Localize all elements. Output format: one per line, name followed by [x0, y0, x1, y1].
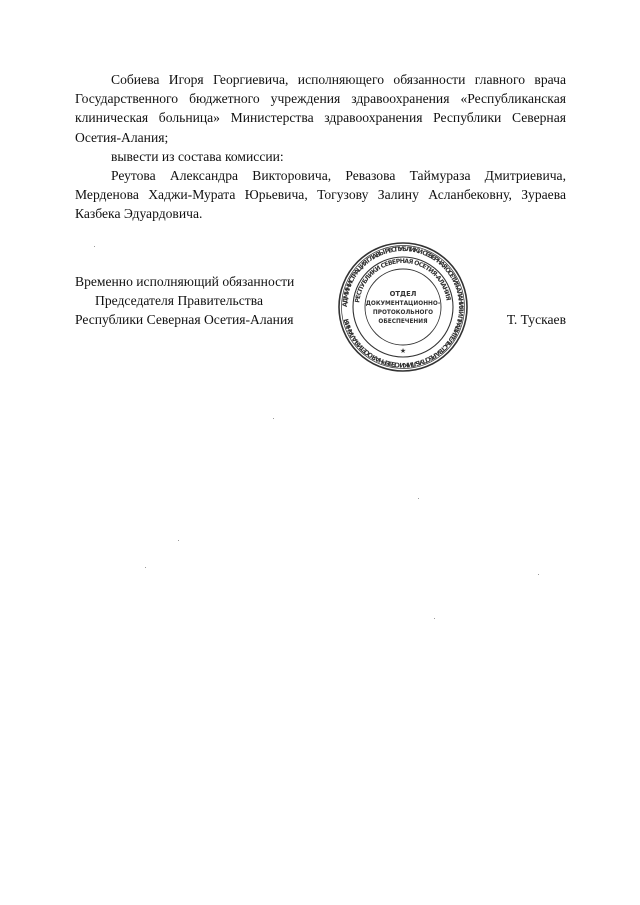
signatory-name: Т. Тускаев	[506, 312, 566, 327]
seal-outer-text: АДМИНИСТРАЦИЯ ГЛАВЫ РЕСПУБЛИКИ СЕВЕРНАЯ ОСЕТИЯ-АЛАНИЯ И ПРАВИТЕЛЬСТВА РЕСПУБЛИКИ СЕВЕРНАЯ ОСЕТИЯ-АЛАНИЯ	[340, 244, 466, 370]
signature-position-line1: Временно исполняющий обязанности	[75, 274, 295, 289]
seal-center-line4: ОБЕСПЕЧЕНИЯ	[378, 319, 428, 325]
seal-center-line1: ОТДЕЛ	[389, 290, 417, 298]
seal-center-line3: ПРОТОКОЛЬНОГО	[372, 310, 434, 316]
scan-speck	[94, 246, 95, 247]
scan-speck	[178, 540, 179, 541]
seal-icon	[336, 240, 470, 374]
scan-speck	[418, 498, 419, 499]
seal-star-icon: ★	[399, 347, 407, 355]
seal-center-line2: ДОКУМЕНТАЦИОННО-	[365, 301, 441, 307]
scan-speck	[434, 618, 435, 619]
signature-position-line3: Республики Северная Осетия-Алания	[75, 312, 294, 328]
signature-block	[75, 272, 566, 330]
seal-inner-text: РЕСПУБЛИКИ СЕВЕРНАЯ ОСЕТИЯ-АЛАНИЯ	[354, 257, 452, 304]
scan-speck	[538, 574, 539, 575]
scan-speck	[273, 418, 274, 419]
official-seal-stamp	[336, 240, 470, 374]
signature-position-line2: Председателя Правительства	[95, 293, 263, 309]
paragraph-removed-members: Реутова Александра Викторовича, Ревазова Таймураза Дмитриевича, Мерденова Хаджи-Мурата Юрьевича, Тогузову Залину Асланбековну, Зураева Казбека Эдуардовича.	[75, 168, 566, 222]
paragraph-remove-heading: вывести из состава комиссии:	[111, 148, 284, 164]
document-body	[75, 70, 566, 224]
paragraph-sobiev: Собиева Игоря Георгиевича, исполняющего обязанности главного врача Государственного бюджетного учреждения здравоохранения «Республиканская клиническая больница» Министерства здравоохранения Республики Северная Осетия-Алания;	[75, 72, 566, 145]
scan-speck	[145, 567, 146, 568]
